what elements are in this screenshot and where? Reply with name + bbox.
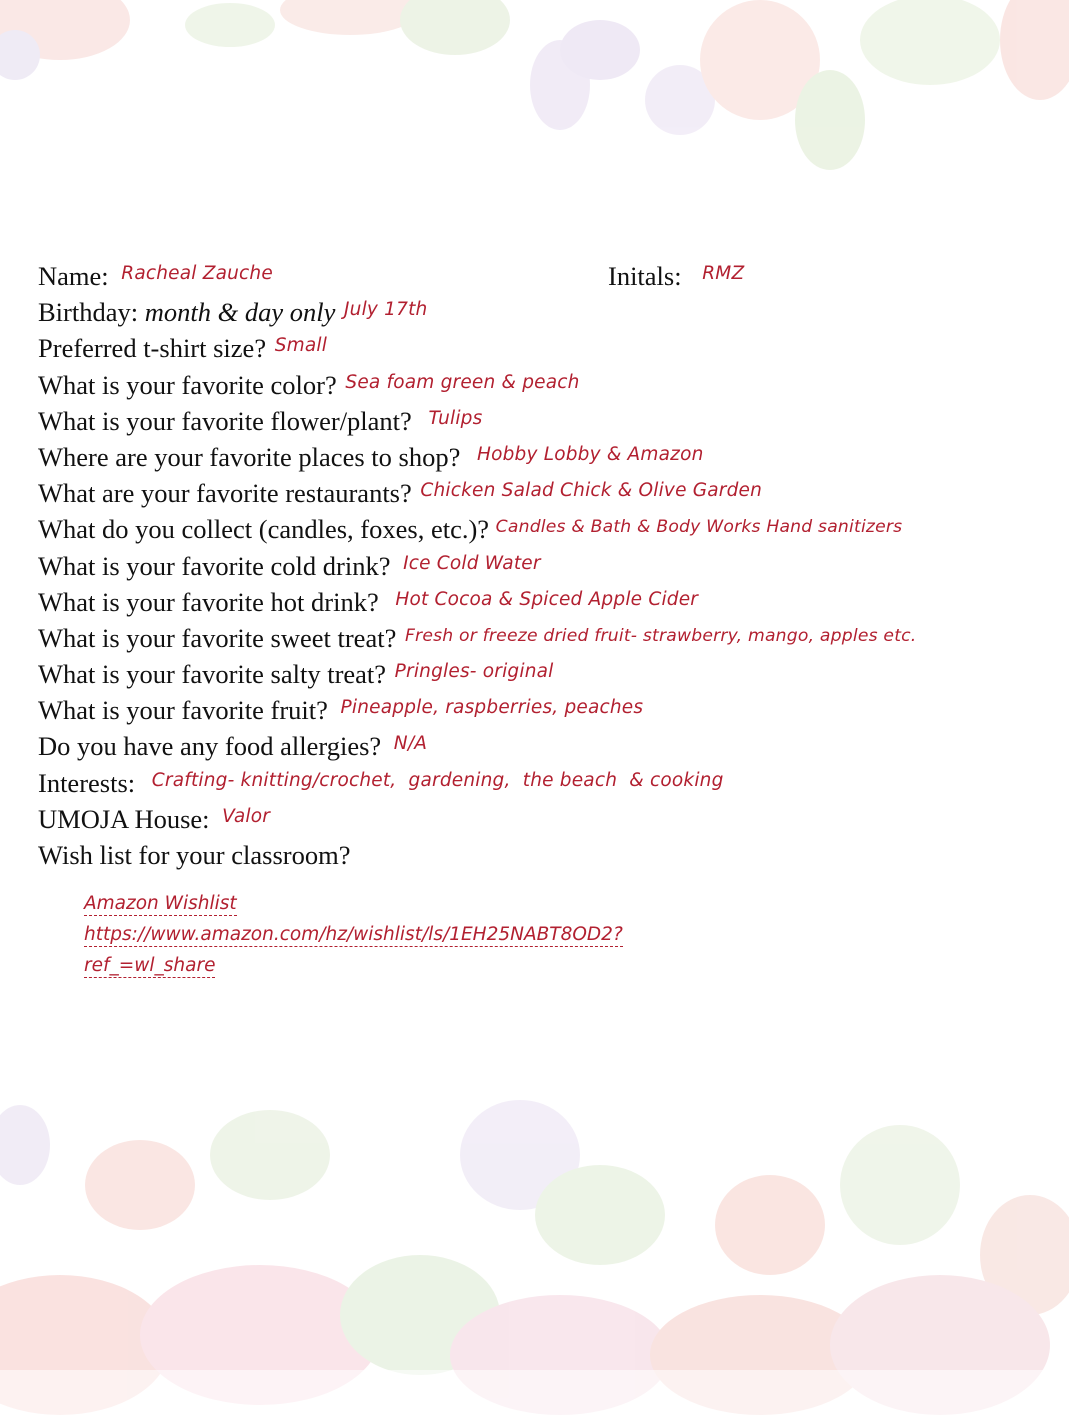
row-sweet <box>38 620 1068 656</box>
interests-label: Interests: <box>38 767 136 798</box>
shop-label: Where are your favorite places to shop? <box>38 441 461 472</box>
interests-answer: Crafting- knitting/crochet, gardening, the beach & cooking <box>151 769 724 791</box>
name-answer: Racheal Zauche <box>121 263 273 284</box>
questionnaire <box>38 258 1068 873</box>
salty-answer: Pringles- original <box>394 661 554 683</box>
tshirt-answer: Small <box>274 335 328 357</box>
cold-drink-answer: Ice Cold Water <box>403 552 541 574</box>
row-color <box>38 367 1068 403</box>
allergies-label: Do you have any food allergies? <box>38 731 382 762</box>
row-cold-drink <box>38 548 1068 584</box>
wishlist-label: Wish list for your classroom? <box>38 840 351 870</box>
fruit-label: What is your favorite fruit? <box>38 695 328 726</box>
row-wishlist <box>38 837 1068 873</box>
birthday-label: Birthday: <box>38 297 139 328</box>
row-restaurants <box>38 475 1068 511</box>
wishlist-url-link-continued[interactable]: ref_=wl_share <box>84 955 216 976</box>
flower-answer: Tulips <box>428 407 483 429</box>
row-tshirt <box>38 330 1068 366</box>
birthday-hint: month & day only <box>144 297 336 328</box>
row-name <box>38 258 1068 294</box>
name-label: Name: <box>38 261 109 291</box>
wishlist-url-link[interactable]: https://www.amazon.com/hz/wishlist/ls/1EH25NABT8OD2? <box>84 924 623 945</box>
cold-drink-label: What is your favorite cold drink? <box>38 550 391 581</box>
wishlist-title-link[interactable]: Amazon Wishlist <box>84 893 237 914</box>
hot-drink-answer: Hot Cocoa & Spiced Apple Cider <box>395 588 699 610</box>
row-allergies <box>38 728 1068 764</box>
house-answer: Valor <box>222 805 271 827</box>
salty-label: What is your favorite salty treat? <box>38 659 387 690</box>
hot-drink-label: What is your favorite hot drink? <box>38 586 379 617</box>
row-house <box>38 801 1068 837</box>
initials-group <box>608 258 744 298</box>
row-hot-drink <box>38 584 1068 620</box>
sweet-label: What is your favorite sweet treat? <box>38 622 397 653</box>
row-fruit <box>38 692 1068 728</box>
row-shop <box>38 439 1068 475</box>
allergies-answer: N/A <box>393 733 428 755</box>
floral-border-top <box>0 0 1069 200</box>
row-salty <box>38 656 1068 692</box>
color-label: What is your favorite color? <box>38 369 337 400</box>
birthday-answer: July 17th <box>343 299 428 321</box>
house-label: UMOJA House: <box>38 803 210 834</box>
collect-label: What do you collect (candles, foxes, etc.)? <box>38 514 490 545</box>
restaurants-answer: Chicken Salad Chick & Olive Garden <box>420 480 763 502</box>
row-flower <box>38 403 1068 439</box>
fruit-answer: Pineapple, raspberries, peaches <box>340 697 644 719</box>
initials-answer: RMZ <box>702 263 745 284</box>
row-collect <box>38 511 1068 547</box>
wishlist-block <box>84 888 623 981</box>
shop-answer: Hobby Lobby & Amazon <box>476 443 704 465</box>
flower-label: What is your favorite flower/plant? <box>38 405 412 436</box>
row-interests <box>38 765 1068 801</box>
color-answer: Sea foam green & peach <box>345 371 580 393</box>
restaurants-label: What are your favorite restaurants? <box>38 478 412 509</box>
floral-border-bottom <box>0 1085 1069 1424</box>
collect-answer: Candles & Bath & Body Works Hand sanitizers <box>495 517 903 538</box>
tshirt-label: Preferred t-shirt size? <box>38 333 267 364</box>
initials-label: Initals: <box>608 261 682 291</box>
sweet-answer: Fresh or freeze dried fruit- strawberry, mango, apples etc. <box>404 625 917 646</box>
row-birthday <box>38 294 1068 330</box>
